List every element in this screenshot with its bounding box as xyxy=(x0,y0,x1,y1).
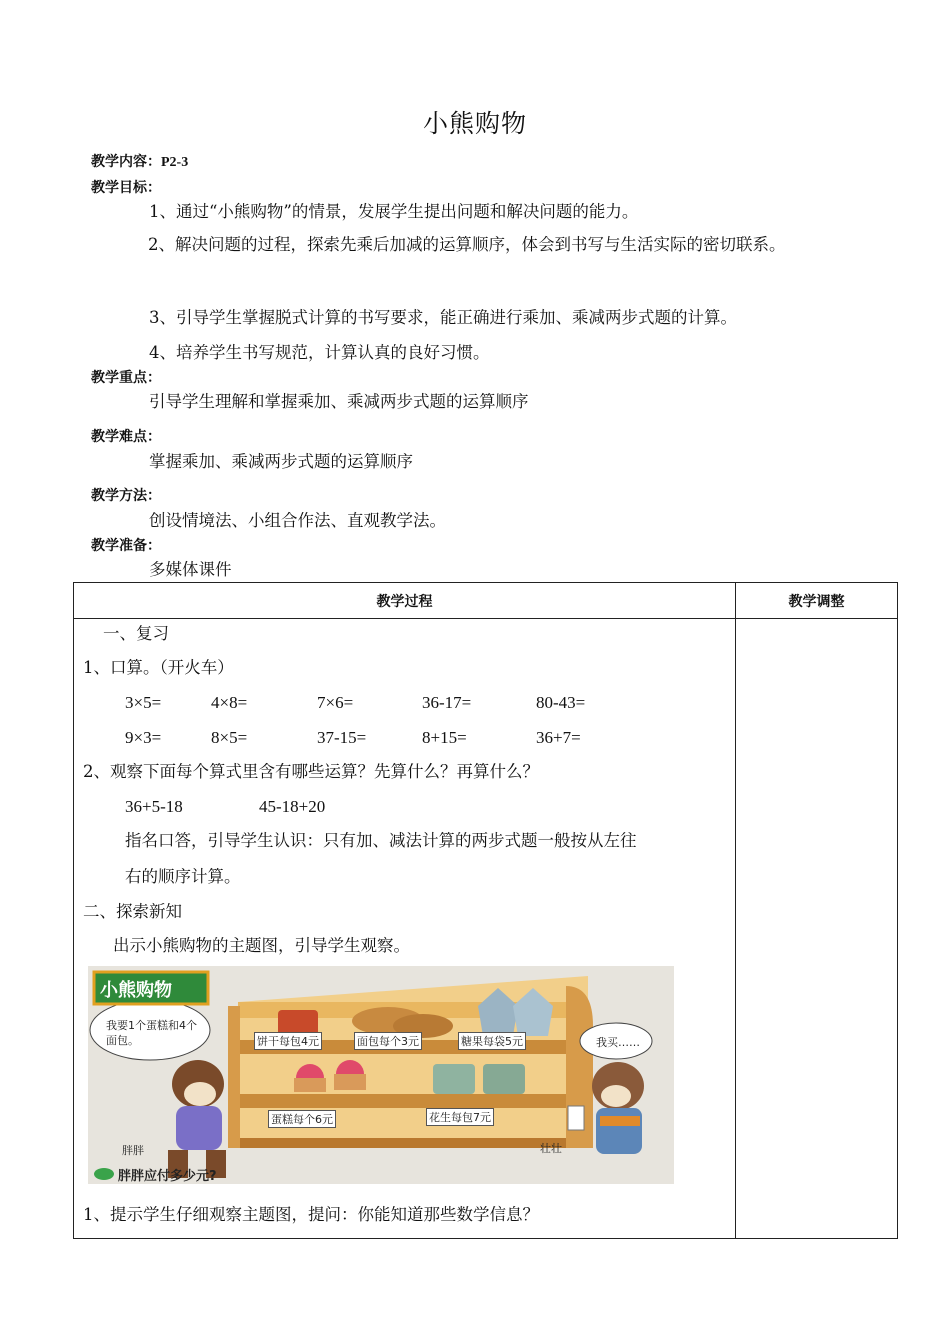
question-2: 2、观察下面每个算式里含有哪些运算？先算什么？再算什么？ xyxy=(83,762,539,781)
process-cell xyxy=(74,619,736,1239)
difficulty-label: 教学难点： xyxy=(91,429,161,445)
explore-heading: 二、探索新知 xyxy=(83,902,182,921)
price-tag: 面包每个3元 xyxy=(354,1032,422,1050)
bubble-right: 我买…… xyxy=(596,1036,640,1049)
bubble-left: 我要1个蛋糕和4个面包。 xyxy=(106,1019,197,1047)
process-table xyxy=(73,582,898,1239)
content-label: 教学内容： xyxy=(91,154,161,170)
preparation-label: 教学准备： xyxy=(91,538,161,554)
note-line: 指名口答，引导学生认识：只有加、减法计算的两步式题一般按从左往 xyxy=(125,831,637,850)
key-point-text: 引导学生理解和掌握乘加、乘减两步式题的运算顺序 xyxy=(149,392,529,411)
page-title: 小熊购物 xyxy=(422,109,527,138)
price-tag: 蛋糕每个6元 xyxy=(268,1110,336,1128)
expr: 3×5= xyxy=(125,693,162,712)
note-line: 右的顺序计算。 xyxy=(125,867,241,886)
expr: 9×3= xyxy=(125,728,162,747)
header-adjust: 教学调整 xyxy=(736,583,898,619)
content-row xyxy=(91,152,188,173)
price-tag: 饼干每包4元 xyxy=(254,1032,322,1050)
method-label: 教学方法： xyxy=(91,488,161,504)
key-point-label: 教学重点： xyxy=(91,370,161,386)
expr: 8+15= xyxy=(422,728,467,747)
shop-shelf-graphic xyxy=(88,966,674,1184)
method-text: 创设情境法、小组合作法、直观教学法。 xyxy=(149,511,446,530)
preparation-text: 多媒体课件 xyxy=(149,560,232,579)
question-1: 1、口算。（开火车） xyxy=(83,658,234,677)
goal-item: 1、通过“小熊购物”的情景，发展学生提出问题和解决问题的能力。 xyxy=(149,202,639,221)
content-value: P2-3 xyxy=(161,155,189,170)
goals-label: 教学目标： xyxy=(91,180,161,196)
goal-item: 4、培养学生书写规范，计算认真的良好习惯。 xyxy=(149,343,490,362)
expr: 37-15= xyxy=(317,728,367,747)
last-question: 1、提示学生仔细观察主题图，提问：你能知道那些数学信息？ xyxy=(83,1205,539,1224)
expr: 7×6= xyxy=(317,693,354,712)
price-tag: 糖果每袋5元 xyxy=(458,1032,526,1050)
review-heading: 一、复习 xyxy=(103,624,169,643)
goal-item: 2、解决问题的过程，探索先乘后加减的运算顺序，体会到书写与生活实际的密切联系。 xyxy=(148,235,786,254)
difficulty-text: 掌握乘加、乘减两步式题的运算顺序 xyxy=(149,452,413,471)
expr: 80-43= xyxy=(536,693,586,712)
adjust-cell xyxy=(736,619,898,1239)
illustration-question: 胖胖应付多少元? xyxy=(118,1169,217,1184)
expr: 45-18+20 xyxy=(259,797,326,816)
goal-item: 3、引导学生掌握脱式计算的书写要求，能正确进行乘加、乘减两步式题的计算。 xyxy=(149,308,737,327)
expr: 36+5-18 xyxy=(125,797,183,816)
bear-name-right: 壮壮 xyxy=(540,1142,562,1155)
expr: 8×5= xyxy=(211,728,248,747)
expr: 36+7= xyxy=(536,728,581,747)
show-text: 出示小熊购物的主题图，引导学生观察。 xyxy=(113,936,410,955)
theme-illustration xyxy=(88,966,674,1184)
price-tag: 花生每包7元 xyxy=(426,1108,494,1126)
header-process: 教学过程 xyxy=(74,583,736,619)
expr: 4×8= xyxy=(211,693,248,712)
expr: 36-17= xyxy=(422,693,472,712)
bear-name-left: 胖胖 xyxy=(122,1144,144,1157)
illustration-banner: 小熊购物 xyxy=(100,980,172,1001)
